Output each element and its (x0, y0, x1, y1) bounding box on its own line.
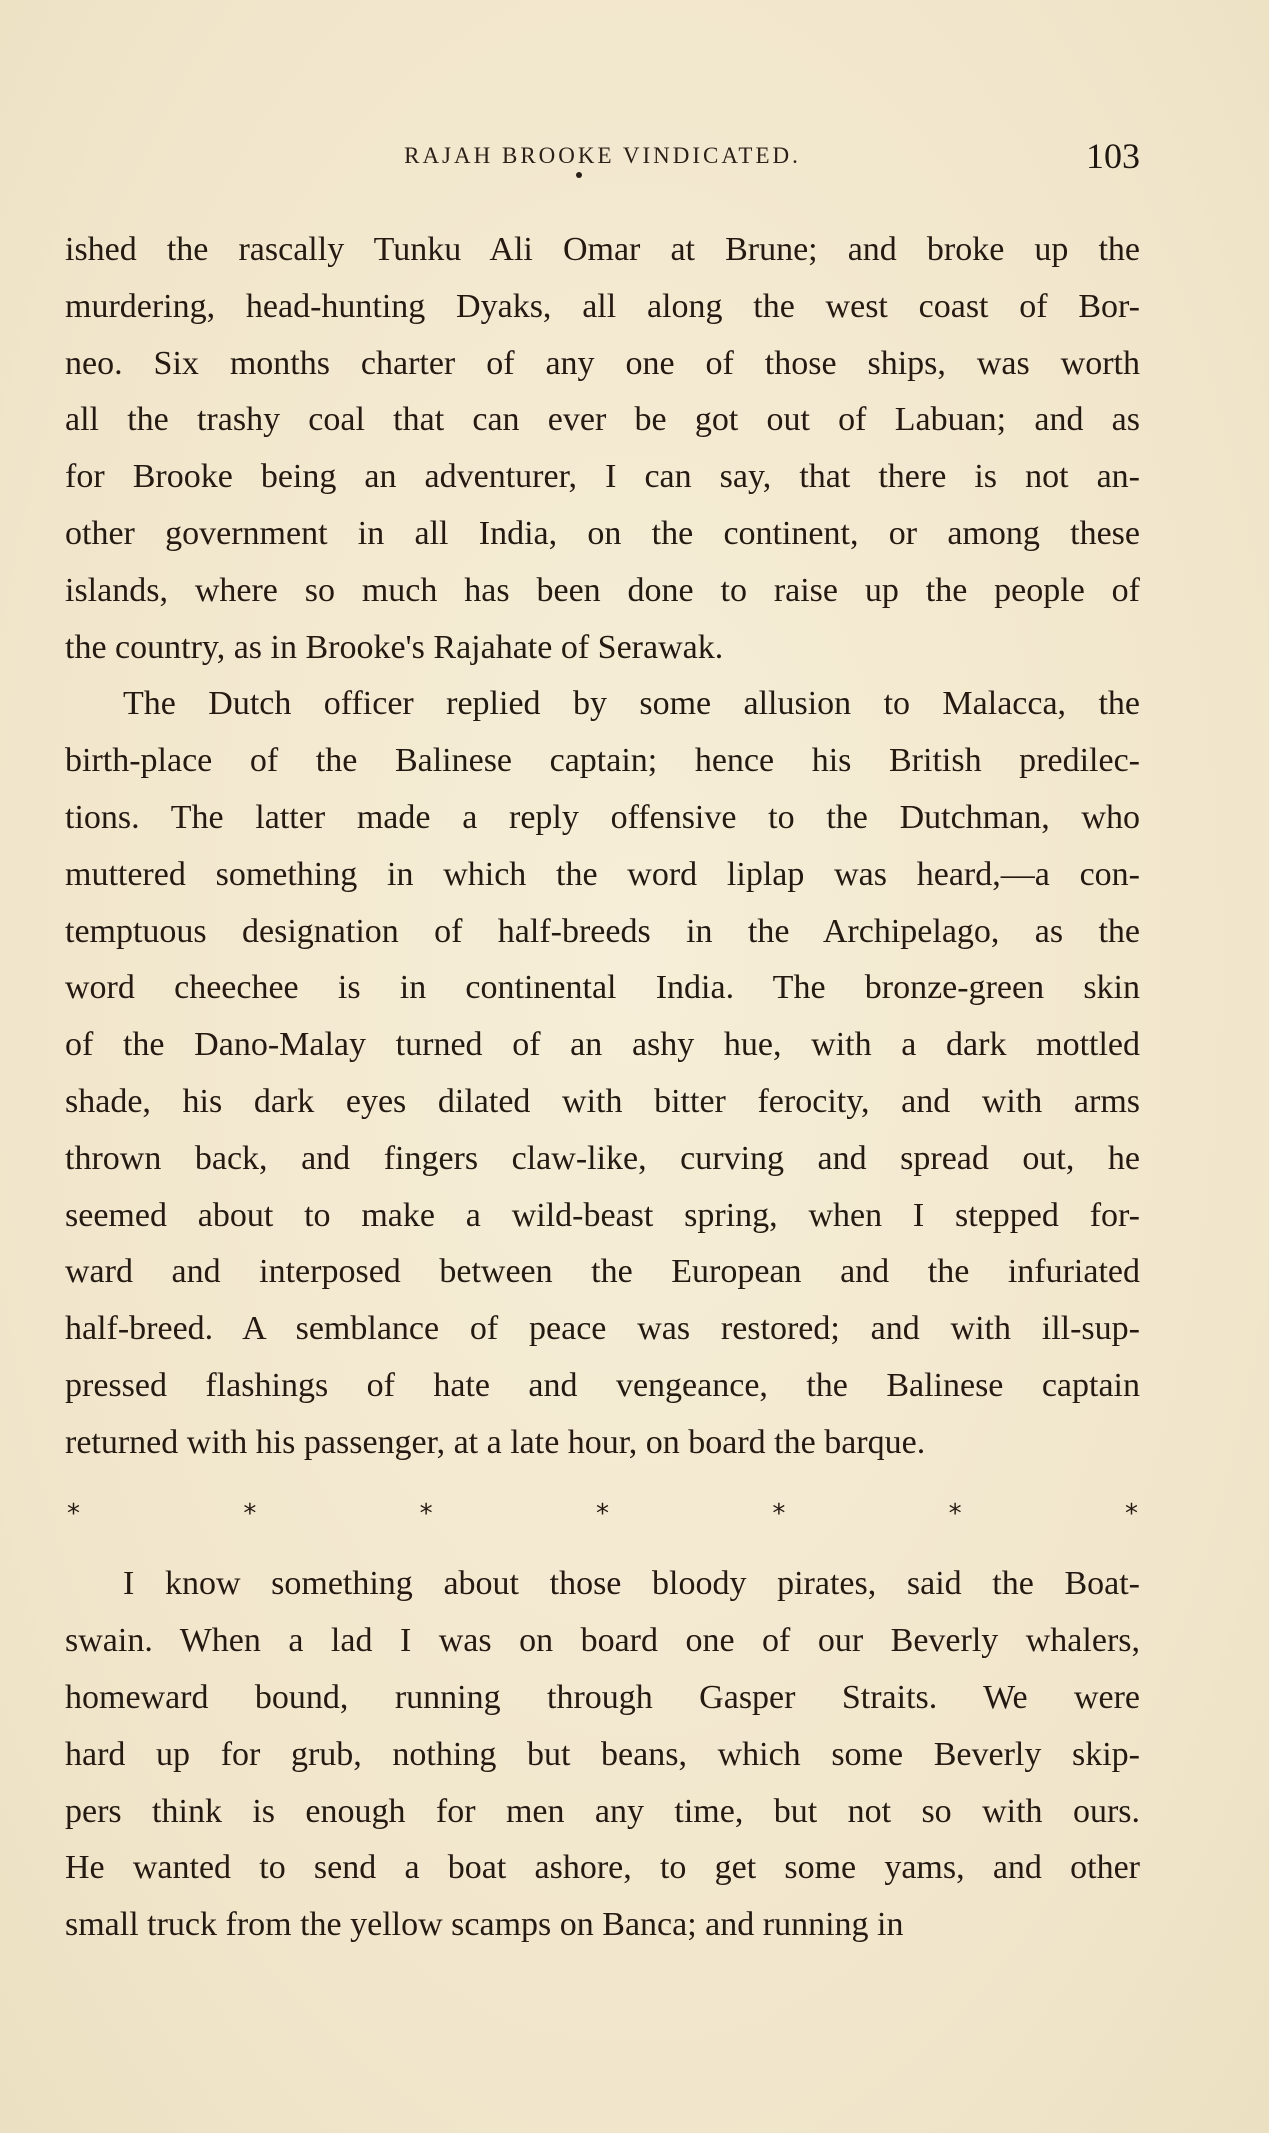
text-line: homeward bound, running through Gasper Straits. We were (65, 1678, 1140, 1716)
paragraph (65, 222, 1140, 676)
text-line: I know something about those bloody pirates, said the Boat- (123, 1565, 1140, 1603)
text-line: swain. When a lad I was on board one of our Beverly whalers, (65, 1622, 1140, 1660)
text-line: small truck from the yellow scamps on Banca; and running in (65, 1906, 904, 1944)
text-line: word cheechee is in continental India. The bronze-green skin (65, 969, 1140, 1007)
text-line: hard up for grub, nothing but beans, which some Beverly skip- (65, 1735, 1140, 1773)
text-line: birth-place of the Balinese captain; hence his British predilec- (65, 742, 1140, 780)
page-number: 103 (1086, 136, 1140, 176)
separator-asterisk: * (595, 1498, 609, 1529)
text-line: all the trashy coal that can ever be got out of Labuan; and as (65, 401, 1140, 439)
running-head: RAJAH BROOKE VINDICATED. (404, 143, 801, 168)
paragraphs-after-separator (65, 1556, 1140, 1954)
text-line: pers think is enough for men any time, but not so with ours. (65, 1792, 1140, 1830)
separator-asterisk: * (67, 1498, 80, 1529)
text-line: muttered something in which the word liplap was heard,—a con- (65, 855, 1140, 893)
body-text (65, 222, 1140, 1954)
text-line: half-breed. A semblance of peace was restored; and with ill-sup- (65, 1310, 1140, 1348)
page-header (65, 135, 1140, 185)
separator-asterisk: * (948, 1498, 962, 1529)
text-line: ward and interposed between the European and the infuriated (65, 1253, 1140, 1291)
text-line: murdering, head-hunting Dyaks, all along the west coast of Bor- (65, 287, 1140, 325)
separator-asterisk: * (419, 1498, 433, 1529)
text-line: tions. The latter made a reply offensive to the Dutchman, who (65, 798, 1140, 836)
paragraph (65, 1556, 1140, 1954)
text-line: for Brooke being an adventurer, I can say, that there is not an- (65, 458, 1140, 496)
separator-asterisk: * (243, 1498, 257, 1529)
section-separator (65, 1486, 1140, 1543)
text-line: shade, his dark eyes dilated with bitter ferocity, and with arms (65, 1082, 1140, 1120)
separator-asterisk: * (1124, 1498, 1138, 1529)
printer-mark (576, 172, 582, 178)
paragraph (65, 676, 1140, 1471)
text-line: seemed about to make a wild-beast spring, when I stepped for- (65, 1196, 1140, 1234)
text-line: thrown back, and fingers claw-like, curving and spread out, he (65, 1139, 1140, 1177)
separator-asterisk: * (772, 1498, 786, 1529)
text-line: ished the rascally Tunku Ali Omar at Brune; and broke up the (65, 231, 1140, 268)
text-line: of the Dano-Malay turned of an ashy hue, with a dark mottled (65, 1026, 1140, 1064)
text-line: other government in all India, on the continent, or among these (65, 514, 1140, 552)
paragraphs-before-separator (65, 222, 1140, 1472)
text-line: islands, where so much has been done to raise up the people of (65, 571, 1140, 609)
text-line: pressed flashings of hate and vengeance, the Balinese captain (65, 1366, 1140, 1404)
text-line: temptuous designation of half-breeds in the Archipelago, as the (65, 912, 1140, 950)
text-line: returned with his passenger, at a late hour, on board the barque. (65, 1423, 926, 1461)
text-line: the country, as in Brooke's Rajahate of Serawak. (65, 628, 724, 666)
text-line: neo. Six months charter of any one of those ships, was worth (65, 344, 1140, 382)
text-line: The Dutch officer replied by some allusion to Malacca, the (123, 685, 1140, 723)
text-line: He wanted to send a boat ashore, to get some yams, and other (65, 1849, 1140, 1887)
